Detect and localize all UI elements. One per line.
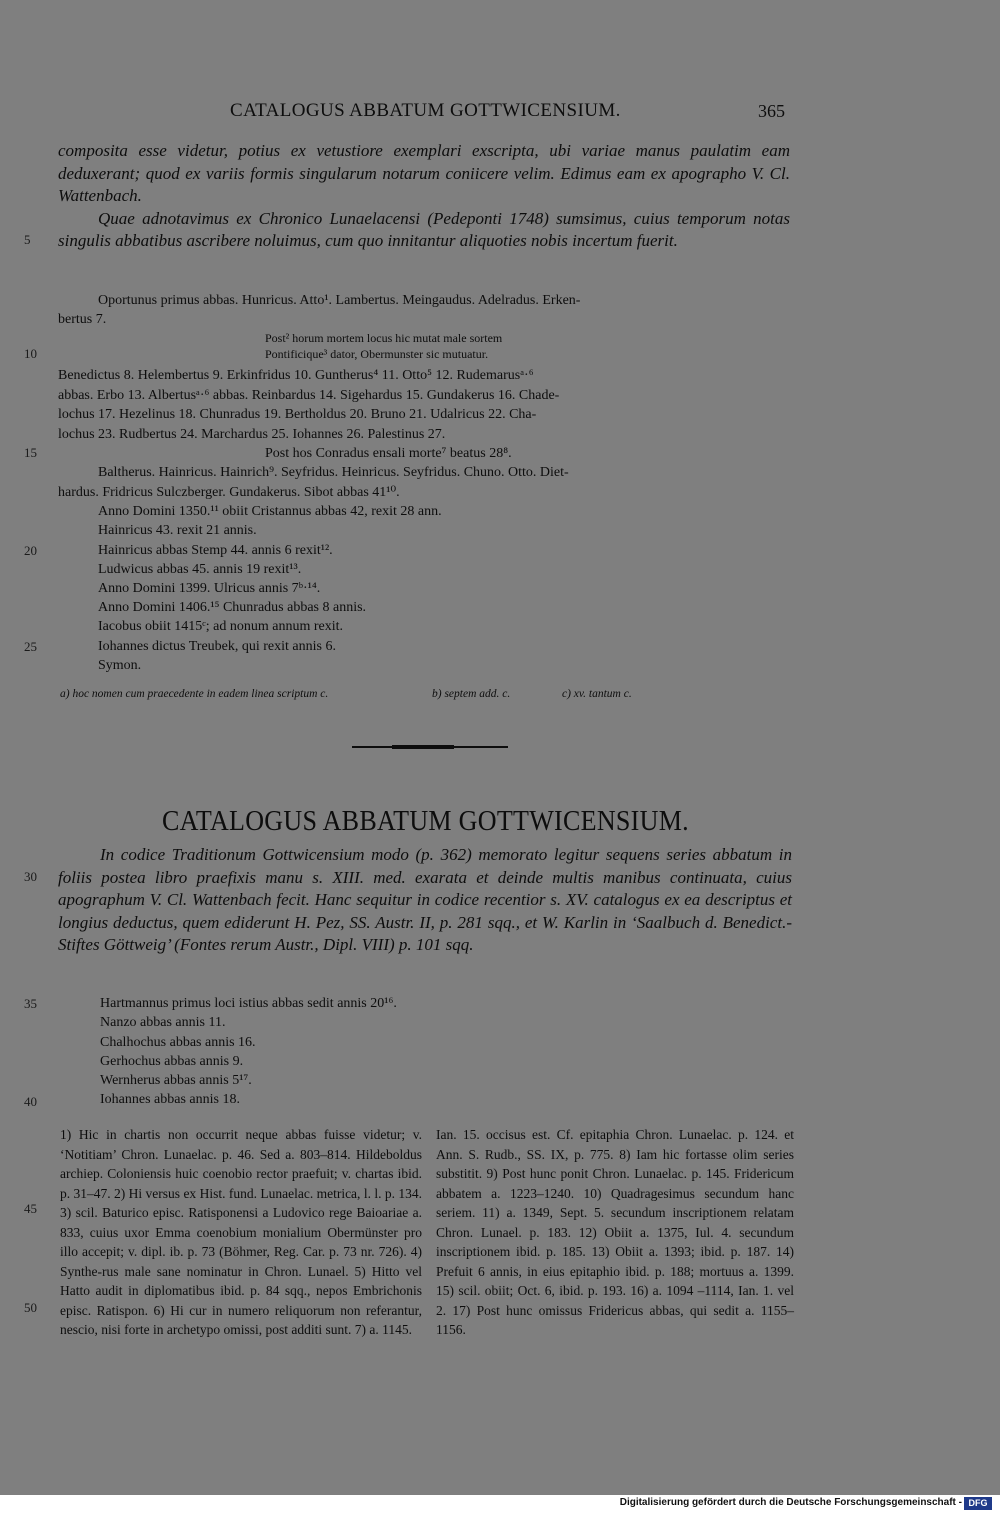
intro-text	[58, 140, 790, 253]
abbot-list-line: Ludwicus abbas 45. annis 19 rexit¹³.	[98, 562, 302, 577]
section-paragraph: In codice Traditionum Gottwicensium modo (p. 362) memorato legitur sequens series abbatum in foliis postea libro praefixis manu s. XIII. med. exarata et deinde multis manibus continuata, cuius apographum V. Cl. Wattenbach fecit. Hanc sequitur in codice recentior s. XV. catalogus ex ea descriptus et longius deductus, quem ediderunt H. Pez, SS. Austr. II, p. 281 sqq., et W. Karlin in ‘Saalbuch d. Benedict.-Stiftes Göttweig’ (Fontes rerum Austr., Dipl. VIII) p. 101 sqq.	[58, 845, 792, 954]
abbot-list-line: Hainricus abbas Stemp 44. annis 6 rexit¹².	[98, 543, 333, 558]
line-number: 30	[24, 869, 37, 884]
dfg-logo: DFG	[964, 1497, 992, 1510]
abbot-list-line: Symon.	[98, 658, 142, 673]
abbot-list-line: Benedictus 8. Helembertus 9. Erkinfridus 10. Guntherus⁴ 11. Otto⁵ 12. Rudemarusᵃ·⁶	[58, 368, 534, 383]
verse-line: Pontificique³ dator, Obermunster sic mutuatur.	[265, 347, 489, 361]
abbot-list-line: abbas. Erbo 13. Albertusᵃ·⁶ abbas. Reinbardus 14. Sigehardus 15. Gundakerus 16. Chade-	[58, 388, 560, 403]
footnotes-right-column: Ian. 15. occisus est. Cf. epitaphia Chron. Lunaelac. p. 124. et Ann. S. Rudb., SS. IX, p. 775. 8) Iam hic fortasse olim series substitit. 9) Post hunc ponit Chron. Lunaelac. p. 145. Fridericum abbatem a. 1223–1240. 10) Quadragesimus secundum hanc seriem. 11) a. 1349, Sept. 5. secundum inscriptionem relatam Chron. Lunael. p. 183. 12) Obiit a. 1375, Iul. 4. secundum inscriptionem ibid. p. 185. 13) Obiit a. 1393; ibid. p. 187. 14) Prefuit 6 annis, in eius epitaphio ibid. p. 188; mortuus a. 1399. 15) scil. obiit; Oct. 6, ibid. p. 193. 16) a. 1094 –1114, Ian. 1. vel 2. 17) Post hunc omissus Fridericus abbas, qui sedit a. 1155–1156.	[436, 1127, 794, 1337]
footnote-c: c) xv. tantum c.	[562, 688, 632, 700]
abbot-list-line: lochus 17. Hezelinus 18. Chunradus 19. Bertholdus 20. Bruno 21. Udalricus 22. Cha-	[58, 407, 537, 422]
verse-line: Post² horum mortem locus hic mutat male sortem	[265, 331, 503, 345]
abbot-list-line: Chalhochus abbas annis 16.	[100, 1035, 256, 1050]
abbot-list-line: Post hos Conradus ensali morte⁷ beatus 28⁸.	[265, 446, 512, 461]
abbot-list-line: Iohannes dictus Treubek, qui rexit annis 6.	[98, 639, 336, 654]
page-number: 365	[758, 101, 785, 121]
abbot-list-line: Wernherus abbas annis 5¹⁷.	[100, 1073, 252, 1088]
line-number: 15	[24, 445, 37, 460]
abbot-list-line: hardus. Fridricus Sulczberger. Gundakerus. Sibot abbas 41¹⁰.	[58, 485, 400, 500]
section-title: CATALOGUS ABBATUM GOTTWICENSIUM.	[162, 806, 689, 837]
line-number: 50	[24, 1300, 37, 1315]
footnote-b: b) septem add. c.	[432, 688, 511, 700]
line-number: 45	[24, 1201, 37, 1216]
abbot-list-line: Iohannes abbas annis 18.	[100, 1092, 240, 1107]
abbot-list-line: Anno Domini 1399. Ulricus annis 7ᵇ·¹⁴.	[98, 581, 321, 596]
abbot-list-line: Iacobus obiit 1415ᶜ; ad nonum annum rexit.	[98, 619, 344, 634]
abbot-list-line: Nanzo abbas annis 11.	[100, 1015, 226, 1030]
line-number: 25	[24, 639, 37, 654]
line-number: 20	[24, 543, 37, 558]
line-number: 40	[24, 1094, 37, 1109]
intro-paragraph-2: Quae adnotavimus ex Chronico Lunaelacensi (Pedeponti 1748) sumsimus, cuius temporum notas singulis abbatibus ascribere noluimus, cum quo innitantur aliquoties nobis incertum fuerit.	[58, 208, 790, 250]
footnotes-left-column: 1) Hic in chartis non occurrit neque abbas fuisse videtur; v. ‘Notitiam’ Chron. Lunaelac. p. 46. Sed a. 803–814. Hildeboldus archiep. Coloniensis huic coenobio rector praefuit; v. chartas ibid. p. 31–47. 2) Hi versus ex Hist. fund. Lunaelac. metrica, l. l. p. 134. 3) scil. Baturico episc. Ratisponensi a Ludovico rege Baioariae a. 833, cuius uxor Emma coenobium monialium Obermünster pro illo accepit; v. dipl. ib. p. 73 (Böhmer, Reg. Car. p. 73 nr. 726). 4) Synthe-rus male sane nominatur in Chron. Lunael. 5) Hitto vel Hatto audit in diplomatibus ibid. p. 84 sqq., nepos Embrichonis episc. Ratispon. 6) Hi cur in numero reliquorum non referantur, nescio, nisi forte in archetypo omissi, post additi sunt. 7) a. 1145.	[60, 1127, 422, 1337]
abbot-list-line: Hainricus 43. rexit 21 annis.	[98, 523, 257, 538]
line-number: 10	[24, 346, 37, 361]
abbot-list-line: Anno Domini 1350.¹¹ obiit Cristannus abbas 42, rexit 28 ann.	[98, 504, 442, 519]
running-header-title: CATALOGUS ABBATUM GOTTWICENSIUM.	[230, 100, 621, 121]
intro-paragraph-1: composita esse videtur, potius ex vetustiore exemplari exscripta, ubi variae manus paulatim eam deduxerant; quod ex variis formis singularum notarum coniicere velim. Edimus eam ex apographo V. Cl. Wattenbach.	[58, 141, 790, 205]
abbot-list-line: Gerhochus abbas annis 9.	[100, 1054, 244, 1069]
footnote-a: a) hoc nomen cum praecedente in eadem linea scriptum c.	[60, 688, 329, 700]
abbot-list-line: Hartmannus primus loci istius abbas sedit annis 20¹⁶.	[100, 996, 397, 1011]
line-number: 35	[24, 996, 37, 1011]
abbot-list-line: Baltherus. Hainricus. Hainrich⁹. Seyfridus. Heinricus. Seyfridus. Chuno. Otto. Diet-	[98, 465, 569, 480]
abbot-list-line: bertus 7.	[58, 312, 107, 327]
abbot-list-line: Anno Domini 1406.¹⁵ Chunradus abbas 8 annis.	[98, 600, 367, 615]
digitization-credit: Digitalisierung gefördert durch die Deutsche Forschungsgemeinschaft -	[619, 1497, 962, 1508]
abbot-list-line: lochus 23. Rudbertus 24. Marchardus 25. Iohannes 26. Palestinus 27.	[58, 427, 446, 442]
line-number: 5	[24, 232, 31, 247]
section-divider-ornament	[392, 745, 454, 749]
abbot-list-line: Oportunus primus abbas. Hunricus. Atto¹. Lambertus. Meingaudus. Adelradus. Erken-	[98, 293, 581, 308]
